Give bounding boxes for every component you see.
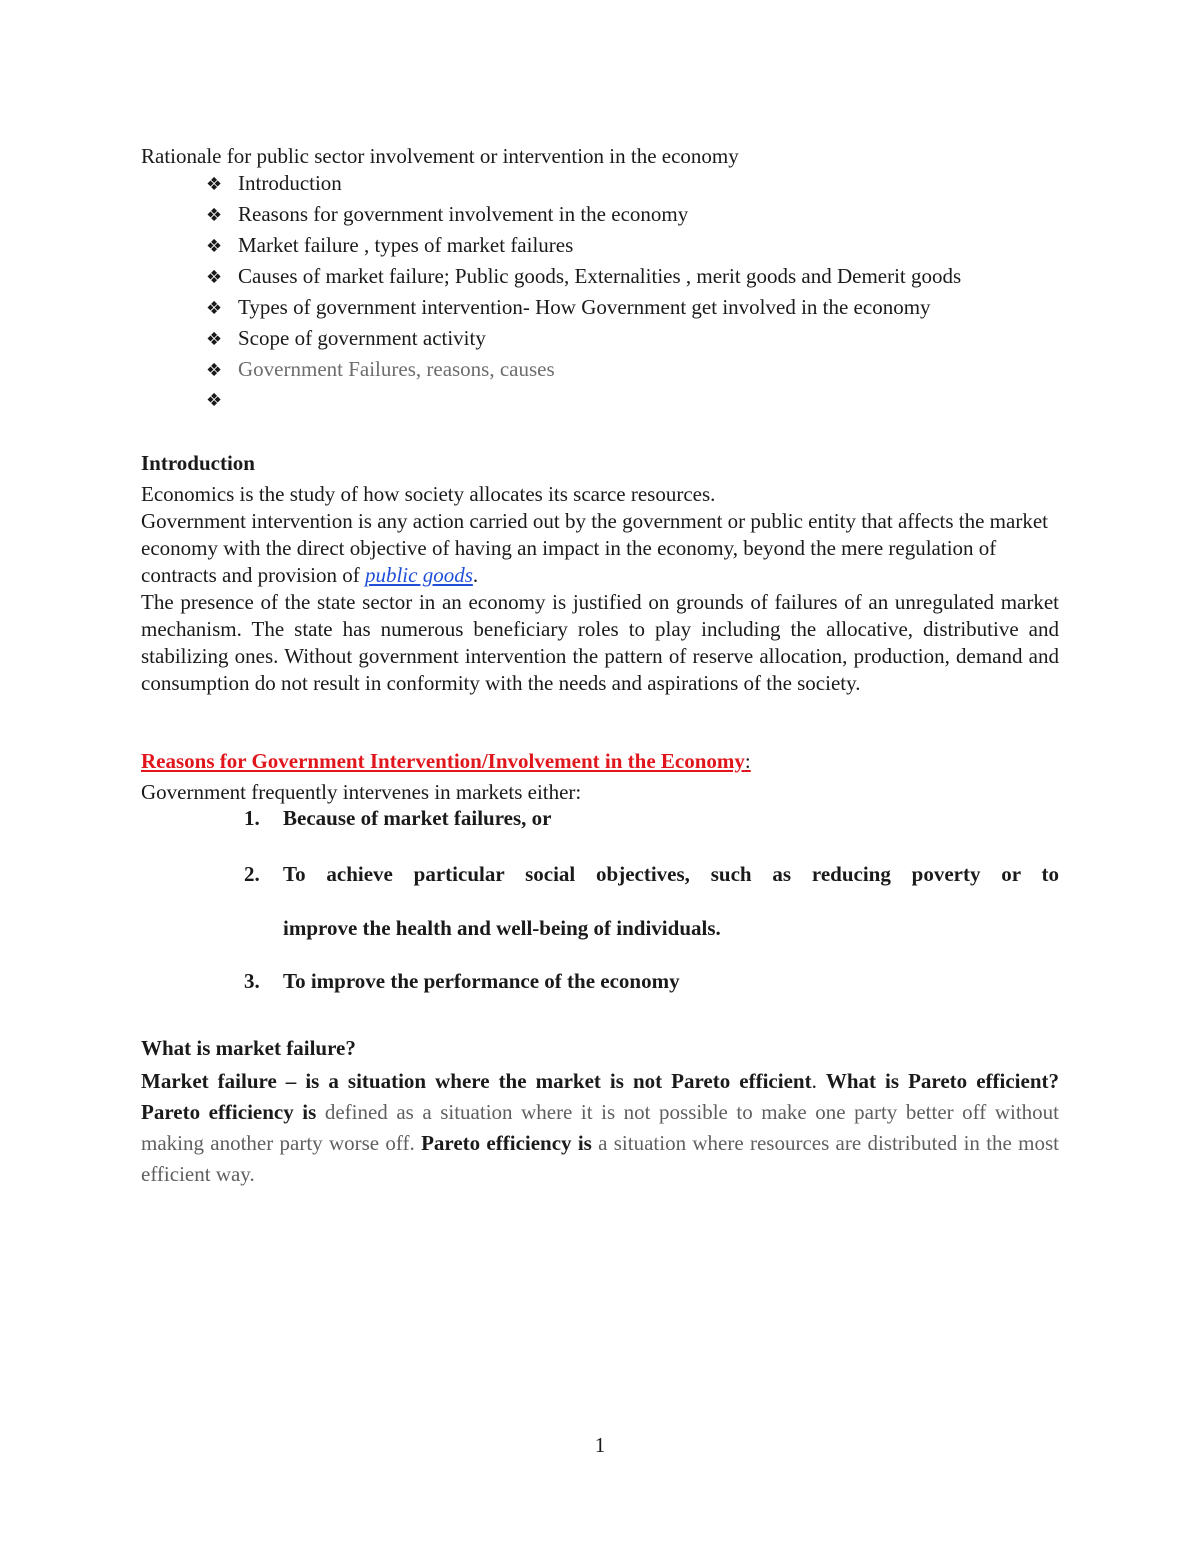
topic-list-item — [206, 201, 1066, 232]
page-number: 1 — [594, 1433, 606, 1457]
reason-number: 3. — [244, 969, 260, 993]
reasons-heading — [141, 748, 1059, 775]
topic-text: Causes of market failure; Public goods, Externalities , merit goods and Demerit goods — [238, 264, 962, 288]
reasons-lead: Government frequently intervenes in markets either: — [141, 780, 582, 804]
paragraph-text: . — [811, 1069, 826, 1093]
bold-text: Market failure – is a situation where the market is not Pareto efficient — [141, 1069, 812, 1093]
reasons-heading-text: Reasons for Government Intervention/Involvement in the Economy — [141, 749, 745, 773]
introduction-body — [141, 481, 1059, 697]
topic-list-item — [206, 387, 1066, 418]
paragraph-text: . — [472, 563, 479, 587]
reason-text: improve the health and well-being of individuals. — [283, 916, 721, 940]
heading-colon: : — [744, 749, 751, 773]
topic-list-item — [206, 325, 1066, 356]
topic-list — [206, 170, 1066, 418]
topic-list-item — [206, 263, 1066, 294]
topic-list-item — [206, 170, 1066, 201]
topic-list-item — [206, 232, 1066, 263]
paragraph-text: Government intervention is any action carried out by the government or public entity that affects the market economy with the direct objective of having an impact in the economy, beyond the mere regulation of contracts and provision of — [141, 509, 1048, 587]
reason-text: To improve the performance of the economy — [283, 969, 680, 993]
grey-text: a situation where resources are distributed in the most efficient way. — [141, 1131, 1059, 1186]
topic-text: Scope of government activity — [238, 326, 486, 350]
reason-text: To achieve particular social objectives, such as reducing poverty or to — [283, 862, 1059, 886]
diamond-bullet-icon: ❖ — [206, 267, 223, 288]
bold-text: Pareto efficiency is — [421, 1131, 592, 1155]
diamond-bullet-icon: ❖ — [206, 329, 223, 350]
diamond-bullet-icon: ❖ — [206, 298, 223, 319]
topic-list-item — [206, 294, 1066, 325]
topic-text: Reasons for government involvement in the economy — [238, 202, 689, 226]
diamond-bullet-icon: ❖ — [206, 236, 223, 257]
diamond-bullet-icon: ❖ — [206, 205, 223, 226]
topic-text: Types of government intervention- How Government get involved in the economy — [238, 295, 931, 319]
bold-text: What is Pareto efficient? Pareto efficiency is — [141, 1069, 1059, 1124]
market-failure-paragraph — [141, 1066, 1059, 1190]
reason-text: Because of market failures, or — [283, 806, 552, 830]
introduction-paragraph: Economics is the study of how society allocates its scarce resources. — [141, 482, 716, 506]
public-goods-link[interactable]: public goods — [364, 563, 473, 587]
introduction-paragraph — [141, 508, 1059, 589]
diamond-bullet-icon: ❖ — [206, 174, 223, 195]
document-title: Rationale for public sector involvement or intervention in the economy — [141, 144, 739, 168]
reason-number: 1. — [244, 806, 260, 830]
diamond-bullet-icon: ❖ — [206, 360, 223, 381]
introduction-paragraph: The presence of the state sector in an economy is justified on grounds of failures of an unregulated market mechanism. The state has numerous beneficiary roles to play including the allocative, distributive and stabilizing ones. Without government intervention the pattern of reserve allocation, production, demand and consumption do not result in conformity with the needs and aspirations of the society. — [141, 590, 1059, 695]
topic-list-item — [206, 356, 1066, 387]
topic-text: Government Failures, reasons, causes — [238, 357, 555, 381]
topic-text: Market failure , types of market failures — [238, 233, 574, 257]
topic-text: Introduction — [238, 171, 342, 195]
market-failure-heading: What is market failure? — [141, 1036, 356, 1060]
reason-number: 2. — [244, 862, 260, 886]
grey-text: defined as a situation where it is not possible to make one party better off without making another party worse off. — [141, 1100, 1059, 1155]
diamond-bullet-icon: ❖ — [206, 390, 223, 411]
introduction-heading: Introduction — [141, 451, 255, 475]
